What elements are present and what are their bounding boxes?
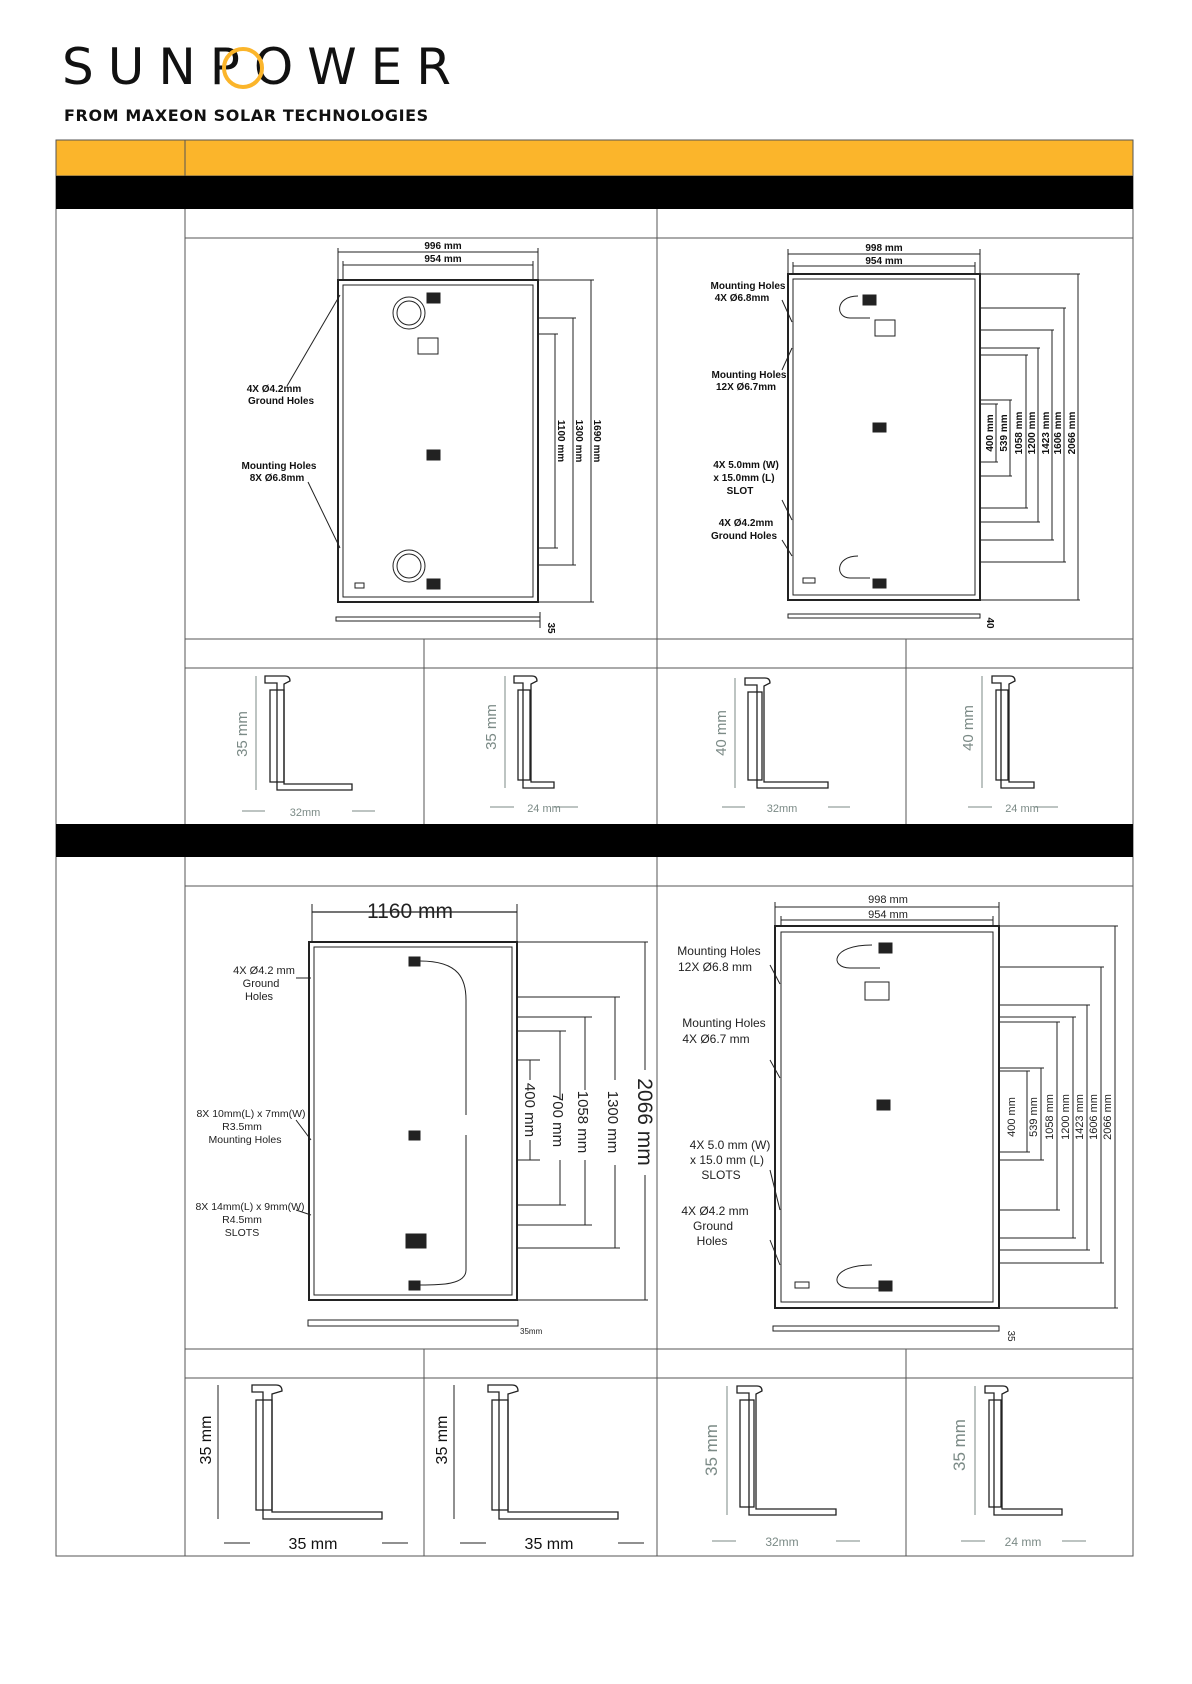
slot-3: SLOT	[726, 486, 754, 497]
section-bar-top	[56, 176, 1133, 209]
dim-width-1160: 1160 mm	[367, 900, 453, 923]
mounting-b-2: 12X Ø6.7mm	[715, 382, 777, 393]
mounting-a-1: Mounting Holes	[710, 281, 786, 292]
profile-labels-bottom	[198, 1416, 1041, 1553]
dim-depth: 40	[984, 617, 995, 629]
mounting-a-2: 12X Ø6.8 mm	[677, 960, 753, 974]
mounting-b-1: Mounting Holes	[711, 370, 787, 381]
slots-3: SLOTS	[701, 1168, 741, 1182]
dim-width-inner: 954 mm	[424, 254, 462, 265]
mounting-1: 8X 10mm(L) x 7mm(W)	[196, 1108, 306, 1120]
profile-1-width: 32mm	[289, 807, 321, 819]
profile-4-height: 40 mm	[960, 705, 977, 751]
profile-8-width: 24 mm	[1004, 1535, 1042, 1549]
profile-6-width: 35 mm	[524, 1536, 574, 1553]
dim-width-outer: 996 mm	[424, 241, 462, 252]
dim-2066: 2066 mm	[1102, 1094, 1114, 1140]
dim-depth: 35	[1005, 1330, 1016, 1342]
dim-539: 539 mm	[999, 414, 1010, 452]
profile-2-height: 35 mm	[483, 704, 500, 750]
mounting-2: R3.5mm	[222, 1121, 262, 1133]
section-bar-bottom	[56, 824, 1133, 857]
dim-1058: 1058 mm	[1014, 411, 1025, 455]
dim-2066: 2066 mm	[633, 1078, 656, 1166]
profile-5-height: 35 mm	[198, 1415, 215, 1465]
ground-1: 4X Ø4.2 mm	[233, 965, 295, 977]
ground-2: Ground	[242, 978, 280, 990]
slots-3: SLOTS	[224, 1227, 260, 1239]
mounting-holes-label-2: 8X Ø6.8mm	[249, 473, 305, 484]
panel-drawing-top-left	[287, 248, 594, 628]
profile-7-width: 32mm	[765, 1535, 799, 1549]
profile-2-width: 24 mm	[527, 803, 561, 815]
slots-2: R4.5mm	[222, 1214, 262, 1226]
dim-depth: 35mm	[520, 1327, 543, 1336]
profile-7-height: 35 mm	[702, 1424, 721, 1476]
logo-wordmark: SUNPOWER	[62, 38, 466, 96]
dim-1200: 1200 mm	[1027, 411, 1038, 455]
profile-8-height: 35 mm	[950, 1419, 969, 1471]
slots-1: 4X 5.0 mm (W)	[689, 1138, 771, 1152]
profile-6-height: 35 mm	[434, 1415, 451, 1465]
logo-tagline: FROM MAXEON SOLAR TECHNOLOGIES	[64, 106, 429, 125]
dim-400: 400 mm	[521, 1082, 538, 1138]
grid-top	[185, 209, 1133, 824]
dim-labels-bottom-left	[195, 900, 656, 1336]
ground-2: Ground	[692, 1219, 734, 1233]
slot-1: 4X 5.0mm (W)	[713, 460, 779, 471]
dim-1423: 1423 mm	[1041, 411, 1052, 455]
profile-dim-lines-bottom-grey	[712, 1386, 1086, 1541]
dim-depth: 35	[545, 622, 556, 634]
profile-1-height: 35 mm	[234, 711, 251, 757]
dim-539: 539 mm	[1028, 1097, 1040, 1137]
dim-400: 400 mm	[985, 414, 996, 452]
dim-1423: 1423 mm	[1074, 1094, 1086, 1140]
dim-400: 400 mm	[1006, 1097, 1018, 1137]
mounting-a-2: 4X Ø6.8mm	[714, 293, 770, 304]
profile-5-width: 35 mm	[288, 1536, 338, 1553]
dim-vert-1: 1100 mm	[555, 419, 566, 463]
slots-2: x 15.0 mm (L)	[689, 1153, 765, 1167]
ground-1: 4X Ø4.2mm	[718, 518, 774, 529]
profile-4-width: 24 mm	[1005, 803, 1039, 815]
mounting-3: Mounting Holes	[208, 1134, 282, 1146]
ground-holes-label-1: 4X Ø4.2mm	[246, 384, 302, 395]
ground-1: 4X Ø4.2 mm	[681, 1204, 749, 1218]
profile-3-height: 40 mm	[713, 710, 730, 756]
ground-3: Holes	[244, 991, 274, 1003]
mounting-b-1: Mounting Holes	[682, 1016, 766, 1030]
dim-labels-bottom-right	[677, 894, 1114, 1342]
slot-2: x 15.0mm (L)	[713, 473, 775, 484]
profile-dim-lines-top	[242, 676, 1058, 811]
mounting-holes-label-1: Mounting Holes	[241, 461, 317, 472]
ground-holes-label-2: Ground Holes	[247, 396, 315, 407]
dim-1058: 1058 mm	[1044, 1094, 1056, 1140]
dim-2066: 2066 mm	[1067, 411, 1078, 455]
dim-1606: 1606 mm	[1053, 411, 1064, 455]
dim-width-outer: 998 mm	[865, 243, 903, 254]
dim-1200: 1200 mm	[1060, 1094, 1072, 1140]
dim-width-inner: 954 mm	[868, 909, 908, 921]
dim-vert-2: 1300 mm	[573, 419, 584, 463]
dim-width-inner: 954 mm	[865, 256, 903, 267]
frame-profiles-top	[265, 676, 1034, 790]
header-bar	[56, 140, 1133, 176]
slots-1: 8X 14mm(L) x 9mm(W)	[195, 1201, 305, 1213]
dim-1058: 1058 mm	[574, 1090, 591, 1154]
ground-2: Ground Holes	[710, 531, 778, 542]
grid-bottom	[185, 857, 1133, 1556]
panel-drawing-bottom-left	[296, 904, 648, 1326]
dim-vert-3: 1690 mm	[591, 419, 602, 463]
profile-labels-top	[234, 704, 1039, 819]
logo-sun-accent	[224, 49, 262, 87]
dim-width-outer: 998 mm	[868, 894, 908, 906]
mounting-a-1: Mounting Holes	[677, 944, 761, 958]
dim-700: 700 mm	[549, 1092, 566, 1148]
dim-labels-top-right	[711, 243, 1079, 629]
profile-3-width: 32mm	[766, 803, 798, 815]
dim-1300: 1300 mm	[604, 1090, 621, 1154]
dim-1606: 1606 mm	[1088, 1094, 1100, 1140]
mounting-b-2: 4X Ø6.7 mm	[682, 1032, 750, 1046]
ground-3: Holes	[696, 1234, 728, 1248]
